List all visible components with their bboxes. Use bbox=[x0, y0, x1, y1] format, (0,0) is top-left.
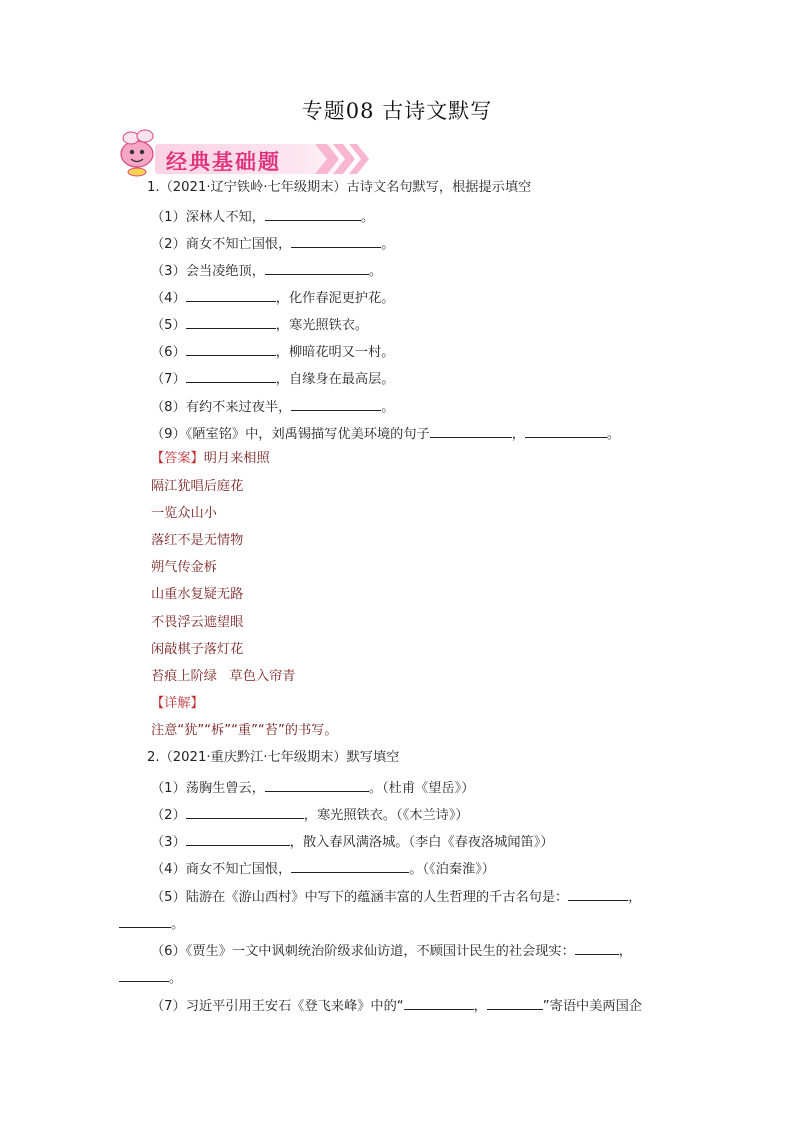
answer-blank bbox=[291, 233, 381, 248]
q2-item-2 bbox=[151, 804, 469, 825]
q2-item-1-text: （1）荡胸生曾云， bbox=[151, 781, 265, 796]
answer-line-1 bbox=[151, 450, 270, 468]
q1-item-2-tail: 。 bbox=[381, 237, 395, 252]
q2-item-7-tail: ”寄语中美两国企 bbox=[542, 999, 642, 1014]
q2-item-4 bbox=[151, 858, 495, 879]
q2-item-5-comma: ， bbox=[628, 890, 642, 905]
answer-blank bbox=[291, 396, 381, 411]
q1-item-7 bbox=[151, 368, 394, 389]
q2-item-6-text: （6）《贾生》一文中讽刺统治阶级求仙访道，不顾国计民生的社会现实： bbox=[151, 944, 575, 959]
question-2-head: 2.（2021·重庆黔江·七年级期末）默写填空 bbox=[147, 750, 400, 765]
answer-blank bbox=[291, 858, 409, 873]
q2-item-4-text: （4）商女不知亡国恨， bbox=[151, 862, 292, 877]
answer-blank bbox=[119, 967, 169, 982]
answer-blank bbox=[186, 368, 276, 383]
answer-4: 落红不是无情物 bbox=[151, 533, 244, 548]
q1-item-5-text: （5） bbox=[151, 318, 186, 333]
q1-item-8-tail: 。 bbox=[381, 400, 395, 415]
q1-item-8-text: （8）有约不来过夜半， bbox=[151, 400, 292, 415]
answer-blank bbox=[119, 913, 171, 928]
q1-item-5 bbox=[151, 314, 368, 335]
q1-item-9-text: （9）《陋室铭》中，刘禹锡描写优美环境的句子 bbox=[151, 427, 430, 442]
answer-2: 隔江犹唱后庭花 bbox=[151, 479, 244, 494]
answer-blank bbox=[487, 995, 543, 1010]
q2-item-6 bbox=[151, 940, 632, 961]
question-1-head: 1.（2021·辽宁铁岭·七年级期末）古诗文名句默写，根据提示填空 bbox=[147, 180, 532, 195]
answer-blank bbox=[525, 423, 607, 438]
answer-blank bbox=[430, 423, 512, 438]
q1-item-3-tail: 。 bbox=[368, 264, 383, 279]
answer-blank bbox=[568, 886, 628, 901]
q2-item-6-cont bbox=[119, 967, 182, 988]
answer-blank bbox=[186, 287, 276, 302]
q2-item-7 bbox=[151, 995, 642, 1016]
q1-item-6-tail: ，柳暗花明又一村。 bbox=[275, 345, 395, 360]
q2-item-5 bbox=[151, 886, 641, 907]
answer-6: 山重水复疑无路 bbox=[151, 587, 244, 602]
answer-blank bbox=[575, 940, 619, 955]
answer-blank bbox=[186, 804, 304, 819]
q1-item-4-tail: ，化作春泥更护花。 bbox=[275, 291, 395, 306]
answer-blank bbox=[186, 341, 276, 356]
answer-7: 不畏浮云遮望眼 bbox=[151, 615, 244, 630]
q1-item-3 bbox=[151, 260, 382, 281]
bee-mascot-icon bbox=[121, 130, 153, 176]
page-title: 专题08 古诗文默写 bbox=[301, 99, 493, 123]
answer-3: 一览众山小 bbox=[151, 506, 217, 521]
q1-item-1-text: （1）深林人不知， bbox=[151, 210, 265, 225]
q1-item-5-tail: ，寒光照铁衣。 bbox=[275, 318, 369, 333]
answer-blank bbox=[186, 314, 276, 329]
answer-9: 苔痕上阶绿 草色入帘青 bbox=[151, 669, 296, 684]
q2-item-5-cont bbox=[119, 913, 184, 934]
q1-item-2 bbox=[151, 233, 394, 254]
answer-8: 闲敲棋子落灯花 bbox=[151, 642, 244, 657]
detail-text: 注意“犹”“柝”“重”“苔”的书写。 bbox=[151, 723, 338, 738]
q2-item-6-tail: 。 bbox=[169, 971, 183, 986]
q2-item-5-text: （5）陆游在《游山西村》中写下的蕴涵丰富的人生哲理的千古名句是： bbox=[151, 890, 569, 905]
q1-item-8 bbox=[151, 396, 394, 417]
q2-item-4-tail: 。（《泊秦淮》） bbox=[409, 862, 495, 877]
q1-item-1-tail: 。 bbox=[360, 210, 375, 225]
q2-item-1 bbox=[151, 777, 474, 798]
section-banner-label: 经典基础题 bbox=[166, 150, 281, 174]
q1-item-9-comma: ， bbox=[511, 427, 525, 442]
q1-item-9-tail: 。 bbox=[606, 427, 621, 442]
q1-item-1 bbox=[151, 206, 374, 227]
answer-blank bbox=[265, 260, 369, 275]
answer-1: 明月来相照 bbox=[203, 451, 270, 466]
answer-blank bbox=[265, 206, 361, 221]
q1-item-7-tail: ，自缘身在最高层。 bbox=[275, 372, 395, 387]
q2-item-6-comma: ， bbox=[618, 944, 632, 959]
answer-blank bbox=[265, 777, 369, 792]
q2-item-3 bbox=[151, 831, 554, 852]
q2-item-3-text: （3） bbox=[151, 835, 186, 850]
q2-item-2-tail: ，寒光照铁衣。（《木兰诗》） bbox=[303, 808, 469, 823]
q2-item-3-tail: ，散入春风满洛城。（李白《春夜洛城闻笛》） bbox=[289, 835, 554, 850]
q1-item-4 bbox=[151, 287, 394, 308]
q1-item-7-text: （7） bbox=[151, 372, 186, 387]
q2-item-1-tail: 。（杜甫《望岳》） bbox=[368, 781, 475, 796]
answer-tag: 【答案】 bbox=[151, 451, 204, 466]
answer-blank bbox=[404, 995, 474, 1010]
q1-item-6-text: （6） bbox=[151, 345, 186, 360]
q1-item-4-text: （4） bbox=[151, 291, 186, 306]
q1-item-3-text: （3）会当凌绝顶， bbox=[151, 264, 265, 279]
answer-blank bbox=[186, 831, 290, 846]
q2-item-7-comma: ， bbox=[473, 999, 487, 1014]
q1-item-9 bbox=[151, 423, 620, 444]
q1-item-2-text: （2）商女不知亡国恨， bbox=[151, 237, 292, 252]
q2-item-2-text: （2） bbox=[151, 808, 186, 823]
q1-item-6 bbox=[151, 341, 394, 362]
answer-5: 朔气传金柝 bbox=[151, 560, 217, 575]
detail-tag: 【详解】 bbox=[151, 696, 204, 711]
q2-item-5-tail: 。 bbox=[171, 917, 185, 932]
q2-item-7-text: （7）习近平引用王安石《登飞来峰》中的“ bbox=[151, 999, 404, 1014]
